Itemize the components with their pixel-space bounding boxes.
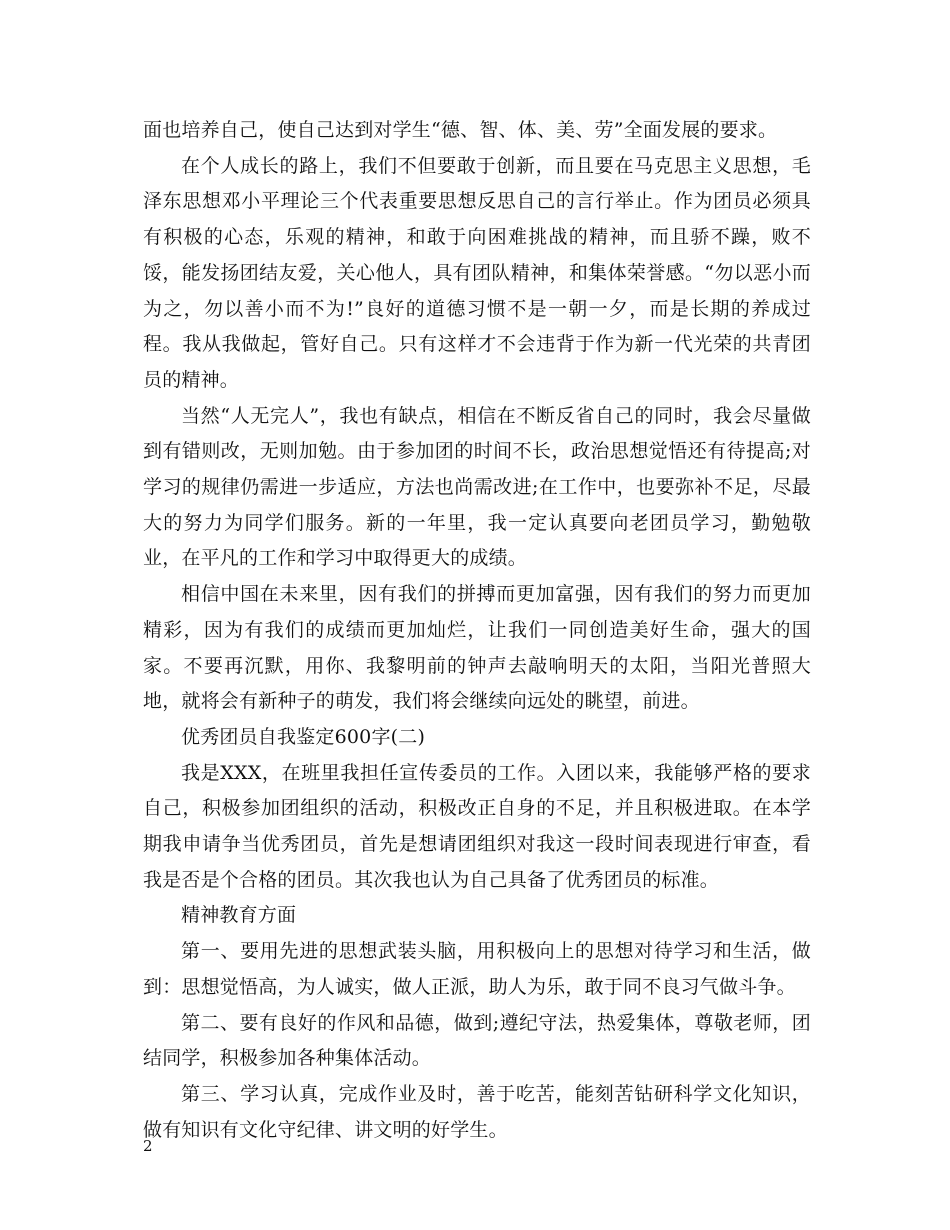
paragraph-shortcomings: 当然“人无完人”，我也有缺点，相信在不断反省自己的同时，我会尽量做到有错则改，无则加勉。由于参加团的时间不长，政治思想觉悟还有待提高;对学习的规律仍需进一步适应，方法也尚需改进;在工作中，也要弥补不足，尽最大的努力为同学们服务。新的一年里，我一定认真要向老团员学习，勤勉敬业，在平凡的工作和学习中取得更大的成绩。 — [143, 404, 811, 570]
paragraph-point-two: 第二、要有良好的作风和品德，做到;遵纪守法，热爱集体，尊敬老师，团结同学，积极参加各种集体活动。 — [143, 1011, 811, 1070]
paragraph-personal-growth: 在个人成长的路上，我们不但要敢于创新，而且要在马克思主义思想，毛泽东思想邓小平理论三个代表重要思想反思自己的言行举止。作为团员必须具有积极的心态，乐观的精神，和敢于向困难挑战的精神，而且骄不躁，败不馁，能发扬团结友爱，关心他人，具有团队精神，和集体荣誉感。“勿以恶小而为之，勿以善小而不为!”良好的道德习惯不是一朝一夕，而是长期的养成过程。我从我做起，管好自己。只有这样才不会违背于作为新一代光荣的共青团员的精神。 — [143, 154, 811, 391]
paragraph-future-china: 相信中国在未来里，因有我们的拼搏而更加富强，因有我们的努力而更加精彩，因为有我们的成绩而更加灿烂，让我们一同创造美好生命，强大的国家。不要再沉默，用你、我黎明前的钟声去敲响明天的太阳，当阳光普照大地，就将会有新种子的萌发，我们将会继续向远处的眺望，前进。 — [143, 583, 811, 713]
paragraph-continuation: 面也培养自己，使自己达到对学生“德、智、体、美、劳”全面发展的要求。 — [143, 119, 778, 141]
paragraph-point-one: 第一、要用先进的思想武装头脑，用积极向上的思想对待学习和生活，做到：思想觉悟高，为人诚实，做人正派，助人为乐，敢于同不良习气做斗争。 — [143, 940, 811, 998]
page-number: 2 — [143, 1137, 153, 1155]
paragraph-point-three: 第三、学习认真，完成作业及时，善于吃苦，能刻苦钻研科学文化知识，做有知识有文化守纪律、讲文明的好学生。 — [143, 1082, 811, 1141]
section-heading: 优秀团员自我鉴定600字(二) — [181, 725, 426, 748]
paragraph-introduction: 我是XXX，在班里我担任宣传委员的工作。入团以来，我能够严格的要求自己，积极参加团组织的活动，积极改正自身的不足，并且积极进取。在本学期我申请争当优秀团员，首先是想请团组织对我这一段时间表现进行审查，看我是否是个合格的团员。其次我也认为自己具备了优秀团员的标准。 — [143, 761, 811, 891]
subsection-heading: 精神教育方面 — [181, 904, 297, 927]
document-body — [143, 113, 811, 1148]
